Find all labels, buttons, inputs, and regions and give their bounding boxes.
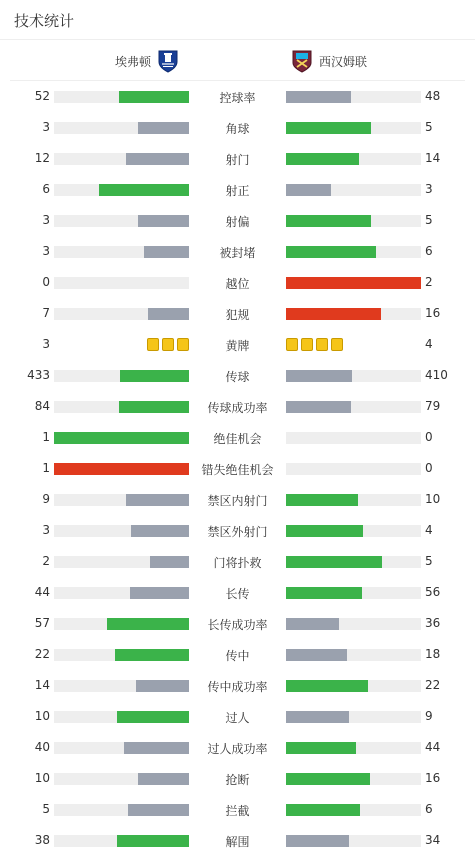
home-stat-bar-fill (148, 308, 189, 320)
stat-row (0, 515, 475, 546)
away-stat-bar-fill (286, 153, 359, 165)
home-stat-bar-track (54, 308, 189, 320)
away-stat-bar-fill (286, 277, 421, 289)
away-stat-bar-track (286, 649, 421, 661)
away-stat-bar-track (286, 401, 421, 413)
away-stat-value: 6 (425, 802, 433, 816)
home-stat-bar-fill (119, 401, 189, 413)
stat-row (0, 360, 475, 391)
home-stat-bar-track (54, 494, 189, 506)
home-stat-bar-fill (128, 804, 189, 816)
away-stat-value: 0 (425, 461, 433, 475)
away-team-name: 西汉姆联 (319, 54, 368, 69)
away-stat-bar-fill (286, 711, 349, 723)
away-stat-bar-fill (286, 804, 360, 816)
away-stat-bar-fill (286, 215, 371, 227)
away-stat-bar-fill (286, 246, 376, 258)
away-stat-bar-track (286, 215, 421, 227)
stat-row (0, 608, 475, 639)
away-stat-value: 56 (425, 585, 441, 599)
away-stat-bar-track (286, 680, 421, 692)
away-stat-bar-track (286, 370, 421, 382)
home-stat-bar-fill (138, 773, 189, 785)
stat-row (0, 732, 475, 763)
home-stat-bar-fill (120, 370, 189, 382)
home-stat-value: 38 (34, 833, 50, 847)
home-stat-bar-track (54, 649, 189, 661)
away-stat-bar-fill (286, 91, 351, 103)
home-stat-value: 14 (34, 678, 50, 692)
stat-row (0, 453, 475, 484)
away-stat-bar-track (286, 556, 421, 568)
home-stat-bar-fill (99, 184, 189, 196)
away-stat-value: 0 (425, 430, 433, 444)
page-header (0, 0, 475, 40)
stat-label: 犯规 (225, 308, 250, 322)
stat-row (0, 112, 475, 143)
home-stat-bar-track (54, 215, 189, 227)
home-stat-bar-track (54, 370, 189, 382)
stat-label: 过人成功率 (207, 742, 268, 756)
home-stat-bar-fill (144, 246, 189, 258)
away-stat-bar-track (286, 742, 421, 754)
teams-header (10, 40, 465, 81)
away-stat-bar-fill (286, 618, 339, 630)
stat-row (0, 670, 475, 701)
home-stat-bar-track (54, 773, 189, 785)
away-stat-value: 36 (425, 616, 441, 630)
home-stat-value: 5 (42, 802, 50, 816)
home-stat-bar-track (54, 835, 189, 847)
home-stat-value: 22 (34, 647, 50, 661)
stat-label: 错失绝佳机会 (201, 463, 274, 477)
home-stat-bar-track (54, 556, 189, 568)
yellow-card-icon (301, 338, 313, 351)
home-stat-bar-track (54, 277, 189, 289)
home-stat-bar-track (54, 525, 189, 537)
away-yellow-cards (286, 338, 343, 351)
away-stat-value: 2 (425, 275, 433, 289)
away-stat-bar-fill (286, 308, 381, 320)
home-stat-bar-fill (54, 463, 189, 475)
away-stat-bar-track (286, 277, 421, 289)
west-ham-crest-icon (291, 49, 313, 73)
home-stat-bar-fill (131, 525, 189, 537)
home-stat-bar-track (54, 711, 189, 723)
stat-row (0, 825, 475, 856)
yellow-card-icon (316, 338, 328, 351)
stat-row (0, 81, 475, 112)
stat-row (0, 174, 475, 205)
stat-row (0, 484, 475, 515)
home-team-name: 埃弗顿 (114, 54, 151, 69)
home-stat-value: 3 (42, 337, 50, 351)
home-stat-bar-fill (126, 494, 189, 506)
home-stat-bar-fill (138, 122, 189, 134)
home-stat-bar-track (54, 432, 189, 444)
stat-label: 传中成功率 (207, 680, 268, 694)
home-stat-value: 3 (42, 120, 50, 134)
away-stat-value: 4 (425, 523, 433, 537)
away-stat-bar-track (286, 308, 421, 320)
stat-label: 长传成功率 (207, 618, 268, 632)
stat-label: 传中 (225, 649, 250, 663)
away-stat-value: 16 (425, 306, 441, 320)
away-stat-bar-track (286, 525, 421, 537)
away-stat-bar-track (286, 246, 421, 258)
away-stat-value: 18 (425, 647, 441, 661)
yellow-card-icon (162, 338, 174, 351)
home-stat-bar-track (54, 587, 189, 599)
away-stat-bar-fill (286, 649, 347, 661)
home-stat-value: 3 (42, 244, 50, 258)
home-stat-value: 3 (42, 523, 50, 537)
yellow-card-icon (286, 338, 298, 351)
away-stat-bar-fill (286, 587, 362, 599)
away-stat-bar-fill (286, 184, 331, 196)
stat-row (0, 267, 475, 298)
stat-label: 拦截 (225, 804, 250, 818)
home-stat-bar-track (54, 618, 189, 630)
stat-row (0, 763, 475, 794)
home-stat-value: 6 (42, 182, 50, 196)
away-stat-bar-track (286, 773, 421, 785)
yellow-card-icon (331, 338, 343, 351)
away-stat-bar-track (286, 432, 421, 444)
stat-row (0, 546, 475, 577)
stat-label: 越位 (225, 277, 250, 291)
home-stat-bar-fill (124, 742, 189, 754)
stat-label: 解围 (225, 835, 250, 849)
stat-row (0, 701, 475, 732)
away-stat-bar-fill (286, 556, 382, 568)
stat-label: 黄牌 (225, 339, 250, 353)
away-stat-value: 5 (425, 120, 433, 134)
home-stat-bar-fill (150, 556, 189, 568)
stat-row (0, 794, 475, 825)
home-stat-value: 7 (42, 306, 50, 320)
away-stat-bar-fill (286, 680, 368, 692)
home-stat-bar-fill (54, 432, 189, 444)
away-stat-value: 79 (425, 399, 441, 413)
stat-row (0, 236, 475, 267)
away-stat-value: 10 (425, 492, 441, 506)
stat-row (0, 422, 475, 453)
stat-row (0, 143, 475, 174)
stat-row (0, 639, 475, 670)
away-stat-value: 5 (425, 213, 433, 227)
home-stat-value: 433 (27, 368, 50, 382)
away-stat-bar-track (286, 494, 421, 506)
away-stat-bar-track (286, 122, 421, 134)
away-stat-value: 44 (425, 740, 441, 754)
home-stat-bar-fill (126, 153, 189, 165)
home-stat-value: 10 (34, 771, 50, 785)
away-stat-bar-fill (286, 773, 370, 785)
away-stat-value: 4 (425, 337, 433, 351)
stat-label: 传球成功率 (207, 401, 268, 415)
home-stat-bar-fill (130, 587, 189, 599)
home-stat-value: 52 (34, 89, 50, 103)
away-stat-value: 16 (425, 771, 441, 785)
away-stat-value: 6 (425, 244, 433, 258)
home-stat-value: 1 (42, 430, 50, 444)
away-stat-value: 3 (425, 182, 433, 196)
away-stat-value: 22 (425, 678, 441, 692)
stat-label: 过人 (225, 711, 250, 725)
away-stat-value: 5 (425, 554, 433, 568)
away-stat-bar-track (286, 587, 421, 599)
stat-row (0, 329, 475, 360)
home-stat-value: 9 (42, 492, 50, 506)
away-stat-bar-track (286, 711, 421, 723)
home-stat-bar-track (54, 184, 189, 196)
home-stat-bar-fill (117, 835, 189, 847)
away-stat-bar-track (286, 463, 421, 475)
away-stat-bar-track (286, 618, 421, 630)
away-stat-value: 48 (425, 89, 441, 103)
stat-label: 射正 (225, 184, 250, 198)
stat-row (0, 577, 475, 608)
home-stat-bar-track (54, 122, 189, 134)
stat-label: 控球率 (219, 91, 256, 105)
yellow-card-icon (177, 338, 189, 351)
home-stat-value: 3 (42, 213, 50, 227)
home-stat-bar-fill (136, 680, 189, 692)
stat-label: 禁区外射门 (207, 525, 268, 539)
home-stat-bar-track (54, 153, 189, 165)
home-stat-bar-track (54, 463, 189, 475)
away-stat-value: 14 (425, 151, 441, 165)
stat-label: 抢断 (225, 773, 250, 787)
page-title: 技术统计 (14, 12, 75, 30)
stat-label: 射偏 (225, 215, 250, 229)
away-stat-bar-fill (286, 494, 358, 506)
home-stat-bar-track (54, 680, 189, 692)
away-stat-bar-fill (286, 401, 351, 413)
away-stat-value: 410 (425, 368, 448, 382)
stat-label: 射门 (225, 153, 250, 167)
home-stat-value: 12 (34, 151, 50, 165)
home-stat-bar-track (54, 742, 189, 754)
home-stat-value: 10 (34, 709, 50, 723)
away-stat-bar-fill (286, 742, 356, 754)
away-stat-bar-track (286, 184, 421, 196)
stat-label: 角球 (225, 122, 250, 136)
stat-label: 传球 (225, 370, 250, 384)
home-stat-value: 84 (34, 399, 50, 413)
away-stat-value: 34 (425, 833, 441, 847)
stat-row (0, 391, 475, 422)
away-stat-bar-track (286, 153, 421, 165)
stat-label: 门将扑救 (213, 556, 262, 570)
home-stat-value: 2 (42, 554, 50, 568)
home-yellow-cards (147, 338, 189, 351)
home-stat-bar-fill (119, 91, 189, 103)
stat-label: 被封堵 (219, 246, 256, 260)
home-stat-bar-track (54, 246, 189, 258)
stat-label: 禁区内射门 (207, 494, 268, 508)
everton-crest-icon (157, 49, 179, 73)
home-stat-bar-fill (115, 649, 189, 661)
away-stat-bar-track (286, 804, 421, 816)
stat-label: 绝佳机会 (213, 432, 262, 446)
away-stat-value: 9 (425, 709, 433, 723)
home-stat-value: 57 (34, 616, 50, 630)
home-stat-bar-fill (107, 618, 189, 630)
away-stat-bar-fill (286, 835, 349, 847)
home-stat-value: 0 (42, 275, 50, 289)
home-stat-value: 40 (34, 740, 50, 754)
away-stat-bar-fill (286, 525, 363, 537)
away-stat-bar-fill (286, 370, 352, 382)
stat-label: 长传 (225, 587, 250, 601)
home-stat-bar-track (54, 401, 189, 413)
away-stat-bar-track (286, 91, 421, 103)
home-stat-bar-fill (117, 711, 189, 723)
home-stat-bar-fill (138, 215, 189, 227)
away-stat-bar-fill (286, 122, 371, 134)
away-team[interactable] (291, 49, 367, 73)
home-stat-value: 44 (34, 585, 50, 599)
home-stat-bar-track (54, 804, 189, 816)
yellow-card-icon (147, 338, 159, 351)
away-stat-bar-track (286, 835, 421, 847)
stat-row (0, 298, 475, 329)
home-stat-value: 1 (42, 461, 50, 475)
stat-row (0, 205, 475, 236)
home-team[interactable] (115, 49, 179, 73)
home-stat-bar-track (54, 91, 189, 103)
